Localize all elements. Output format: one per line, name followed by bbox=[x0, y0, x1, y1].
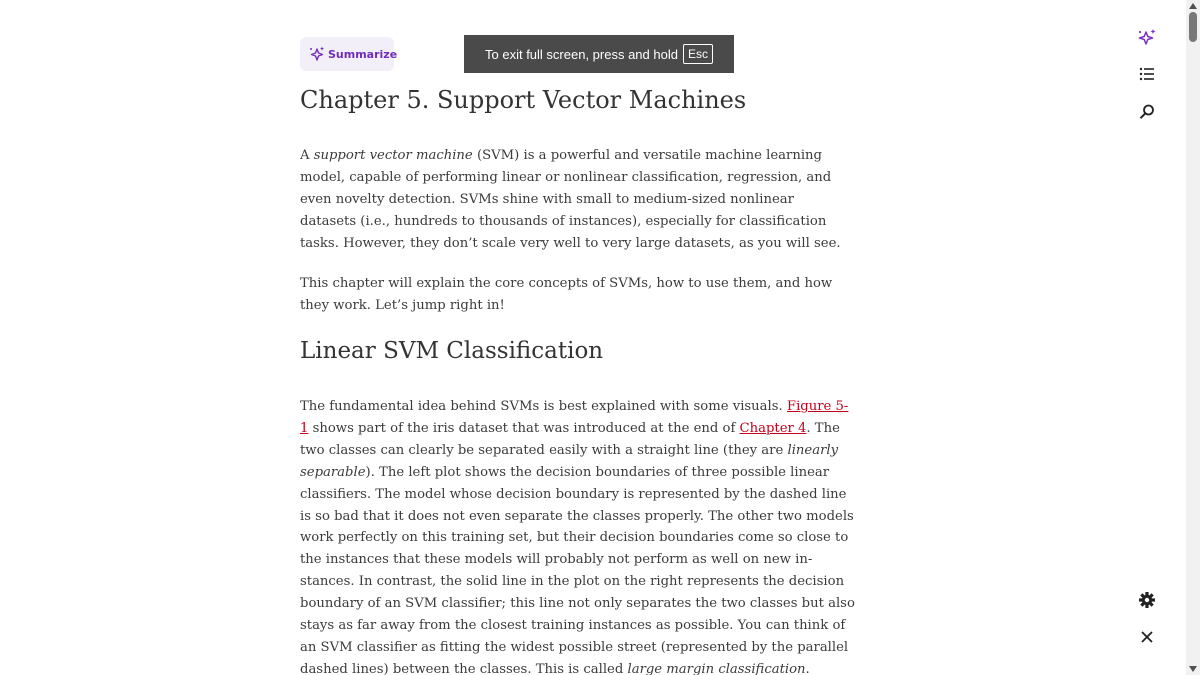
text-line: stays as far away from the closest training instances as possible. You can think of bbox=[300, 618, 846, 634]
section-title: Linear SVM Classification bbox=[300, 338, 604, 364]
figure-5-1-link[interactable]: Figure 5- bbox=[786, 399, 849, 414]
intro-paragraph bbox=[300, 145, 841, 255]
text-line: boundary of an SVM classifier; this line not only separates the two classes but also bbox=[300, 596, 855, 612]
text: (SVM) is a powerful and versatile machine learning bbox=[472, 148, 822, 163]
esc-key: Esc bbox=[683, 44, 713, 64]
text-line: they work. Let’s jump right in! bbox=[300, 297, 505, 313]
search-icon[interactable] bbox=[1136, 101, 1158, 123]
vertical-scrollbar[interactable] bbox=[1186, 0, 1200, 675]
scroll-up-arrow-icon[interactable] bbox=[1189, 3, 1197, 9]
text: ). The left plot shows the decision boundaries of three possible linear bbox=[365, 464, 830, 480]
sparkle-icon bbox=[308, 45, 326, 63]
emphasis: support vector machine bbox=[313, 148, 473, 163]
text: A bbox=[300, 148, 314, 163]
text-line: tasks. However, they don’t scale very well to very large datasets, as you will see. bbox=[300, 235, 841, 251]
emphasis: linearly bbox=[787, 442, 839, 458]
text: dashed lines) between the classes. This is called bbox=[300, 661, 628, 675]
text: shows part of the iris dataset that was introduced at the end of bbox=[308, 420, 740, 436]
table-of-contents-icon[interactable] bbox=[1136, 63, 1158, 85]
scroll-thumb[interactable] bbox=[1189, 12, 1197, 42]
text-line: an SVM classifier as fitting the widest possible street (represented by the parallel bbox=[300, 639, 849, 655]
close-icon[interactable] bbox=[1136, 626, 1158, 648]
text-line: work perfectly on this training set, but their decision boundaries come so close to bbox=[300, 530, 849, 546]
emphasis: separable bbox=[300, 464, 366, 480]
summarize-label: Summarize bbox=[328, 47, 398, 61]
summarize-button[interactable] bbox=[300, 37, 398, 71]
text: The fundamental idea behind SVMs is best explained with some visuals. bbox=[300, 399, 787, 414]
text: two classes can clearly be separated easily with a straight line (they are bbox=[300, 442, 788, 458]
copilot-sparkle-icon[interactable] bbox=[1136, 27, 1158, 49]
text: . The bbox=[806, 420, 840, 436]
text-line: stances. In contrast, the solid line in the plot on the right represents the decision bbox=[300, 574, 845, 590]
text-line: model, capable of performing linear or nonlinear classification, regression, and bbox=[300, 169, 832, 185]
text-line: datasets (i.e., hundreds to thousands of instances), especially for classification bbox=[300, 213, 827, 229]
figure-5-1-link-cont[interactable]: 1 bbox=[300, 420, 309, 436]
text: . bbox=[805, 661, 810, 675]
fullscreen-exit-toast bbox=[464, 35, 734, 73]
scroll-down-arrow-icon[interactable] bbox=[1189, 666, 1197, 672]
text-line: the instances that these models will probably not perform as well on new in- bbox=[300, 552, 813, 568]
section-paragraph bbox=[300, 396, 855, 675]
text-line: is so bad that it does not even separate the classes properly. The other two models bbox=[300, 508, 854, 524]
text-line: classifiers. The model whose decision boundary is represented by the dashed line bbox=[300, 486, 847, 502]
emphasis: large margin classification bbox=[627, 661, 806, 675]
chapter-title: Chapter 5. Support Vector Machines bbox=[300, 86, 747, 114]
explain-paragraph bbox=[300, 273, 833, 317]
chapter-4-link[interactable]: Chapter 4 bbox=[739, 420, 807, 436]
toast-message: To exit full screen, press and hold bbox=[485, 46, 678, 62]
text-line: This chapter will explain the core concepts of SVMs, how to use them, and how bbox=[300, 276, 833, 291]
text-line: even novelty detection. SVMs shine with small to medium-sized nonlinear bbox=[300, 191, 794, 207]
settings-icon[interactable] bbox=[1136, 589, 1158, 611]
